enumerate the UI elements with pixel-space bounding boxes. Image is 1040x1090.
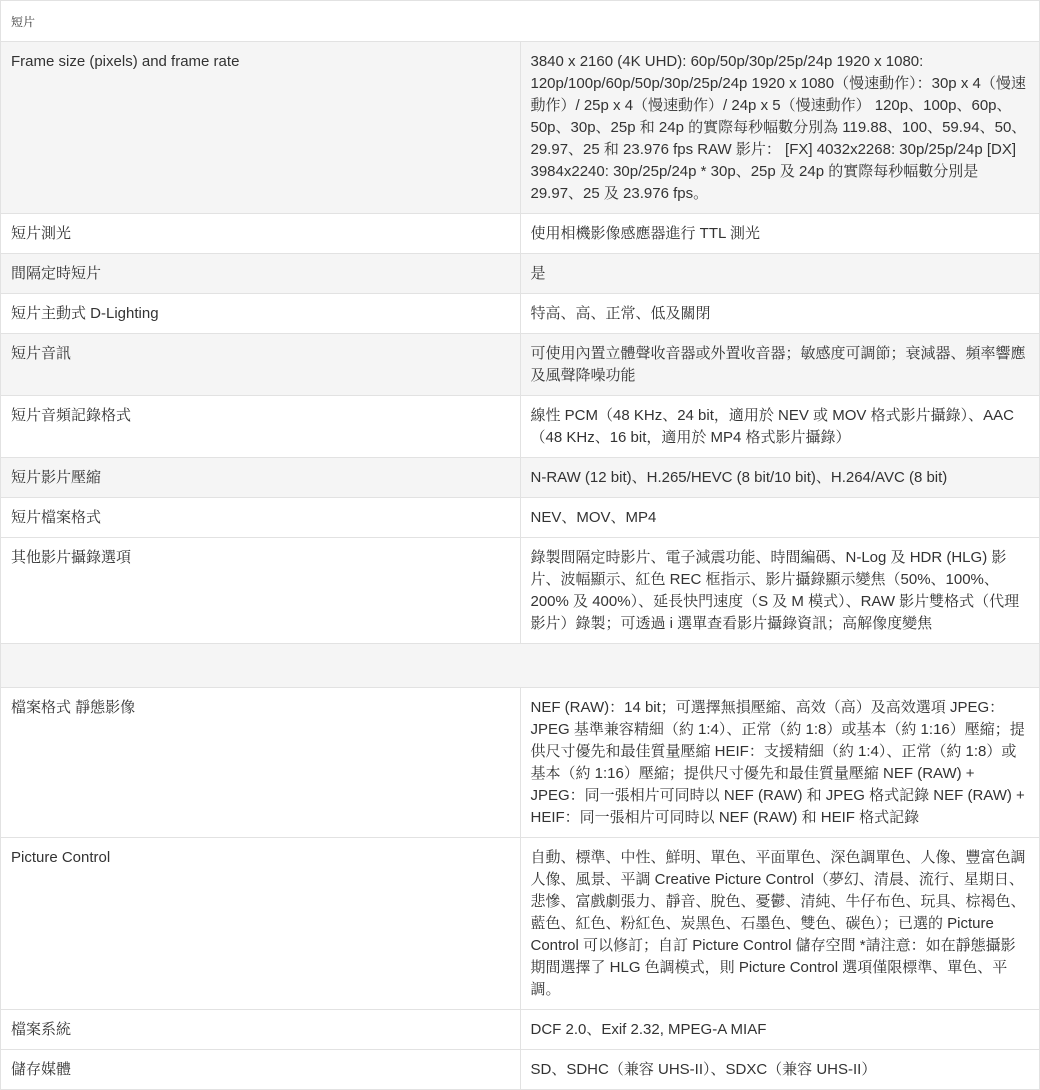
spec-label: 短片主動式 D-Lighting (1, 294, 521, 334)
table-row (1, 396, 1040, 458)
section-spacer (1, 644, 1040, 688)
spec-value: 是 (520, 254, 1040, 294)
spec-label: 短片影片壓縮 (1, 458, 521, 498)
spec-value: NEF (RAW)：14 bit；可選擇無損壓縮、高效（高）及高效選項 JPEG：JPEG 基準兼容精細（約 1:4）、正常（約 1:8）或基本（約 1:16）壓縮；提供尺寸優先和最佳質量壓縮 HEIF：支援精細（約 1:4）、正常（約 1:8）或基本（約 1:16）壓縮；提供尺寸優先和最佳質量壓縮 NEF (RAW) + JPEG：同一張相片可同時以 NEF (RAW) 和 JPEG 格式記錄 NEF (RAW) + HEIF：同一張相片可同時以 NEF (RAW) 和 HEIF 格式記錄 (520, 688, 1040, 838)
table-row (1, 214, 1040, 254)
spec-value: N-RAW (12 bit)、H.265/HEVC (8 bit/10 bit)、H.264/AVC (8 bit) (520, 458, 1040, 498)
spec-value: 使用相機影像感應器進行 TTL 測光 (520, 214, 1040, 254)
spec-value: 自動、標準、中性、鮮明、單色、平面單色、深色調單色、人像、豐富色調人像、風景、平調 Creative Picture Control（夢幻、清晨、流行、星期日、悲慘、富戲劇張力、靜音、脫色、憂鬱、清純、牛仔布色、玩具、棕褐色、藍色、紅色、粉紅色、炭黑色、石墨色、雙色、碳色）；已選的 Picture Control 可以修訂；自訂 Picture Control 儲存空間 *請注意：如在靜態攝影期間選擇了 HLG 色調模式，則 Picture Control 選項僅限標準、單色、平調。 (520, 838, 1040, 1010)
section-title: 短片 (1, 1, 1040, 42)
spec-label: 短片音訊 (1, 334, 521, 396)
spec-value: DCF 2.0、Exif 2.32, MPEG-A MIAF (520, 1010, 1040, 1050)
spec-value: SD、SDHC（兼容 UHS-II）、SDXC（兼容 UHS-II） (520, 1050, 1040, 1090)
spec-label: 短片測光 (1, 214, 521, 254)
spec-label: 儲存媒體 (1, 1050, 521, 1090)
spec-label: 檔案格式 靜態影像 (1, 688, 521, 838)
spec-value: 線性 PCM（48 KHz、24 bit，適用於 NEV 或 MOV 格式影片攝錄）、AAC（48 KHz、16 bit，適用於 MP4 格式影片攝錄） (520, 396, 1040, 458)
table-row (1, 42, 1040, 214)
spec-value: 可使用內置立體聲收音器或外置收音器；敏感度可調節；衰減器、頻率響應及風聲降噪功能 (520, 334, 1040, 396)
section-header-row (1, 1, 1040, 42)
table-row (1, 838, 1040, 1010)
table-row (1, 1010, 1040, 1050)
spec-label: Picture Control (1, 838, 521, 1010)
table-row (1, 458, 1040, 498)
spacer-cell (1, 644, 1040, 688)
spec-label: Frame size (pixels) and frame rate (1, 42, 521, 214)
spec-label: 短片檔案格式 (1, 498, 521, 538)
table-row (1, 498, 1040, 538)
table-row (1, 538, 1040, 644)
spec-value: 錄製間隔定時影片、電子減震功能、時間編碼、N-Log 及 HDR (HLG) 影片、波幅顯示、紅色 REC 框指示、影片攝錄顯示變焦（50%、100%、200% 及 400%）、延長快門速度（S 及 M 模式）、RAW 影片雙格式（代理影片）錄製；可透過 i 選單查看影片攝錄資訊；高解像度變焦 (520, 538, 1040, 644)
spec-value: NEV、MOV、MP4 (520, 498, 1040, 538)
spec-label: 其他影片攝錄選項 (1, 538, 521, 644)
spec-value: 特高、高、正常、低及關閉 (520, 294, 1040, 334)
spec-label: 短片音頻記錄格式 (1, 396, 521, 458)
table-row (1, 688, 1040, 838)
spec-label: 間隔定時短片 (1, 254, 521, 294)
table-row (1, 294, 1040, 334)
table-row (1, 254, 1040, 294)
table-row (1, 334, 1040, 396)
table-row (1, 1050, 1040, 1090)
spec-label: 檔案系統 (1, 1010, 521, 1050)
spec-value: 3840 x 2160 (4K UHD): 60p/50p/30p/25p/24p 1920 x 1080: 120p/100p/60p/50p/30p/25p/24p 1920 x 1080（慢速動作）：30p x 4（慢速動作）/ 25p x 4（慢速動作）/ 24p x 5（慢速動作） 120p、100p、60p、50p、30p、25p 和 24p 的實際每秒幅數分別為 119.88、100、59.94、50、29.97、25 和 23.976 fps RAW 影片： [FX] 4032x2268: 30p/25p/24p [DX] 3984x2240: 30p/25p/24p * 30p、25p 及 24p 的實際每秒幅數分別是 29.97、25 及 23.976 fps。 (520, 42, 1040, 214)
